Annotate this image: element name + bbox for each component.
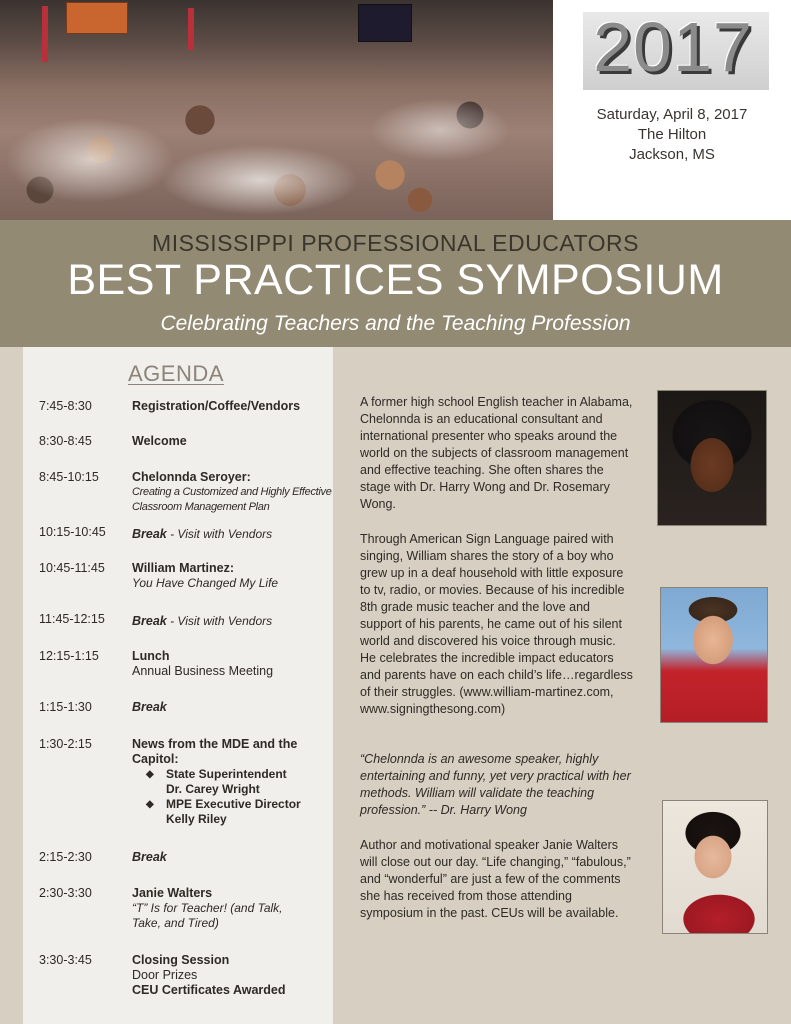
speaker-photo-william [660,587,768,723]
bio-william: Through American Sign Language paired with singing, William shares the story of a boy who grew up in a deaf household with little exposure to tv, radio, or movies. Because of his incredible 8th grade music teacher and the love and support of his parents, he came out of his silent world and discovered his voice through music. He celebrates the incredible impact educators and parents have on each child’s life…regardless of their struggles. (www.william-martinez.com, www.signingthesong.com) [360,532,633,716]
agenda-bullet: ◆ MPE Executive Director Kelly Riley [146,797,301,826]
event-date: Saturday, April 8, 2017 [596,106,748,123]
agenda-title: Break [132,614,167,628]
agenda-time: 12:15-1:15 [39,649,99,663]
agenda-title: Registration/Coffee/Vendors [132,399,301,413]
projection-screen [358,4,412,42]
agenda-session-title: Creating a Customized and Highly Effective Classroom Management Plan [132,486,332,513]
agenda-note: - Visit with Vendors [166,614,273,628]
diamond-bullet-icon: ◆ [146,769,154,780]
agenda-time: 1:15-1:30 [39,700,92,714]
agenda-panel [23,347,333,1024]
agenda-title: Janie Walters [132,886,213,900]
agenda-time: 8:30-8:45 [39,434,92,448]
agenda-time: 1:30-2:15 [39,737,92,751]
agenda-time: 3:30-3:45 [39,953,92,967]
bio-janie: Author and motivational speaker Janie Walters will close out our day. “Life changing,” “fabulous,” and “wonderful” are just a few of the comments she has received from those attending symposium in the past. CEUs will be available. [360,838,631,920]
event-tagline: Celebrating Teachers and the Teaching Profession [160,312,631,335]
organization-name: MISSISSIPPI PROFESSIONAL EDUCATORS [152,230,639,256]
agenda-title: Break [132,527,167,541]
agenda-time: 2:15-2:30 [39,850,92,864]
agenda-time: 2:30-3:30 [39,886,92,900]
agenda-title: Welcome [132,434,187,448]
stage-banner [66,2,128,34]
agenda-heading: AGENDA [128,361,224,386]
agenda-time: 7:45-8:30 [39,399,92,413]
agenda-session-title: “T” Is for Teacher! (and Talk, Take, and Tired) [132,901,283,930]
agenda-title: News from the MDE and the Capitol: [132,737,298,766]
audience-photo [0,0,553,220]
agenda-bullet: ◆ State Superintendent Dr. Carey Wright [146,767,287,796]
speaker-photo-janie [662,800,768,934]
agenda-session-title: You Have Changed My Life [132,576,279,590]
event-venue: The Hilton [637,126,707,143]
agenda-time: 10:45-11:45 [39,561,105,575]
agenda-subtitle: Door Prizes [132,968,198,982]
agenda-time: 10:15-10:45 [39,525,106,539]
endorsement-quote: “Chelonnda is an awesome speaker, highly entertaining and funny, yet very practical with her methods. William will validate the teaching profession.” -- Dr. Harry Wong [360,752,631,817]
event-title: BEST PRACTICES SYMPOSIUM [67,256,724,304]
event-year: 2017 [593,8,753,86]
diamond-bullet-icon: ◆ [146,799,154,810]
agenda-title: Lunch [132,649,170,663]
agenda-subtitle: Annual Business Meeting [132,664,274,678]
event-info-box [553,0,791,220]
flag [42,6,48,62]
agenda-title: Chelonnda Seroyer: [132,470,251,484]
agenda-note: - Visit with Vendors [166,527,273,541]
agenda-subtitle: CEU Certificates Awarded [132,983,286,997]
bio-chelonnda: A former high school English teacher in Alabama, Chelonnda is an educational consultant and international presenter who speaks around the world on the subjects of classroom management and effective teaching. She often shares the stage with Dr. Harry Wong and Dr. Rosemary Wong. [360,395,633,511]
flag [188,8,194,50]
speaker-photo-chelonnda [657,390,767,526]
agenda-title: Break [132,850,167,864]
event-city: Jackson, MS [629,146,715,163]
agenda-title: Break [132,700,167,714]
agenda-title: William Martinez: [132,561,234,575]
agenda-time: 11:45-12:15 [39,612,105,626]
agenda-time: 8:45-10:15 [39,470,99,484]
title-band [0,220,791,347]
agenda-title: Closing Session [132,953,230,967]
